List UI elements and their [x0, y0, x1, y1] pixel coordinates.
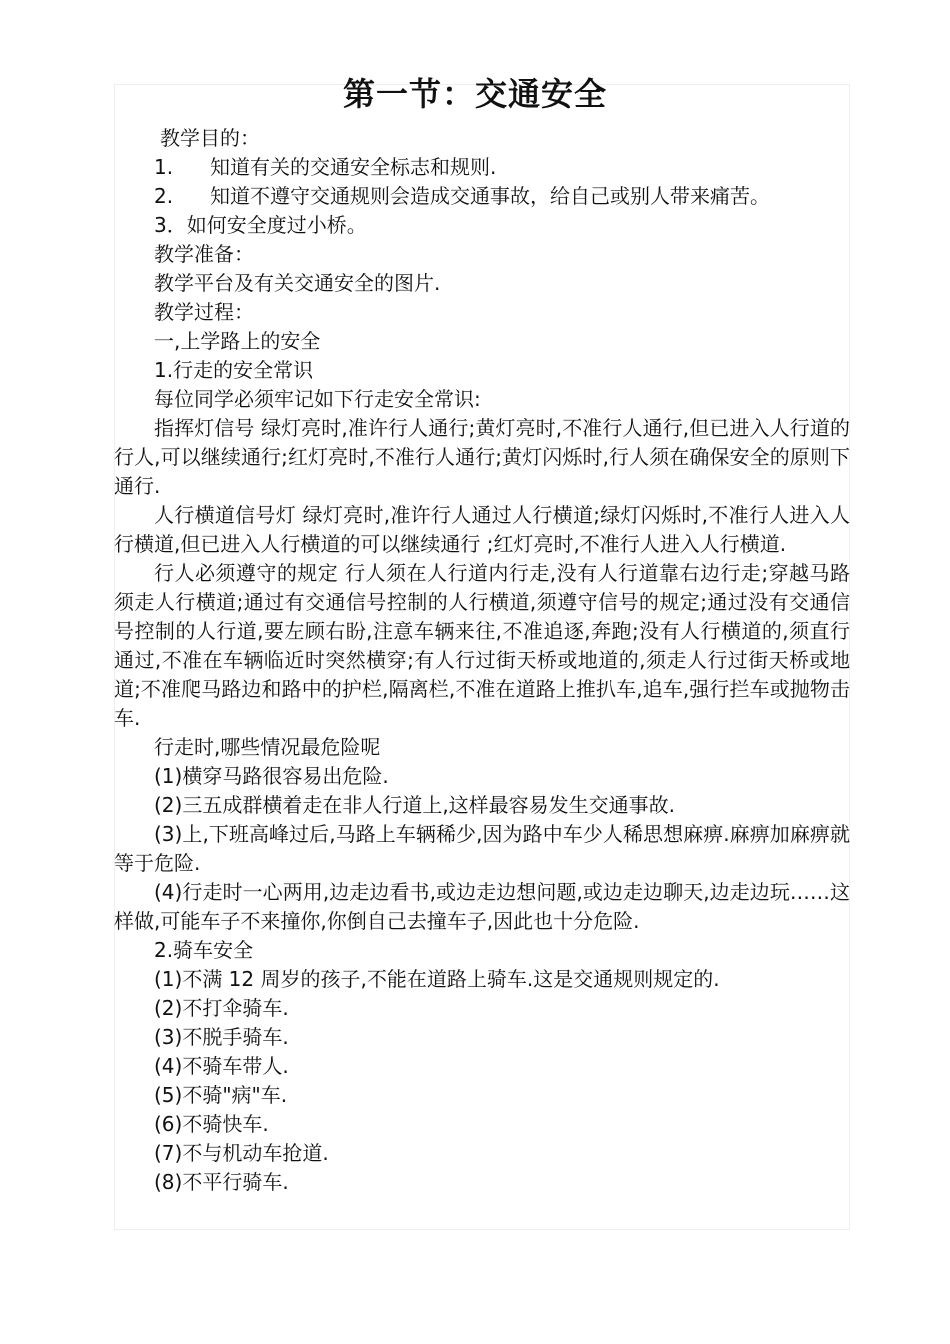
bike-item-3: (3)不脱手骑车.: [154, 1025, 289, 1049]
preparation-text: 教学平台及有关交通安全的图片.: [154, 271, 441, 295]
bike-item-2: (2)不打伞骑车.: [154, 996, 289, 1020]
objective-item-2-number: 2.: [154, 184, 174, 208]
danger-item-2: (2)三五成群横着走在非人行道上,这样最容易发生交通事故.: [154, 793, 676, 817]
bike-item-4: (4)不骑车带人.: [154, 1054, 289, 1078]
document-body: [114, 124, 850, 1197]
objective-item-1-text: 知道有关的交通安全标志和规则.: [210, 155, 497, 179]
danger-item-3: (3)上,下班高峰过后,马路上车辆稀少,因为路中车少人稀思想麻痹.麻痹加麻痹就等于危险.: [114, 822, 850, 875]
danger-item-4: (4)行走时一心两用,边走边看书,或边走边想问题,或边走边聊天,边走边玩……这样做,可能车子不来撞你,你倒自己去撞车子,因此也十分危险.: [114, 880, 850, 933]
bike-item-5: (5)不骑"病"车.: [154, 1083, 288, 1107]
objective-item-1: [114, 153, 850, 182]
objective-item-3: 3．如何安全度过小桥。: [154, 213, 367, 237]
bike-item-1: (1)不满 12 周岁的孩子,不能在道路上骑车.这是交通规则规定的.: [154, 967, 720, 991]
walking-intro: 每位同学必须牢记如下行走安全常识:: [154, 387, 481, 411]
crosswalk-light-paragraph: 人行横道信号灯 绿灯亮时,准许行人通过人行横道;绿灯闪烁时,不准行人进入人行横道,但已进入人行横道的可以继续通行 ;红灯亮时,不准行人进入人行横道.: [114, 503, 850, 556]
bike-item-8: (8)不平行骑车.: [154, 1170, 289, 1194]
signal-light-paragraph: 指挥灯信号 绿灯亮时,准许行人通行;黄灯亮时,不准行人通行,但已进入人行道的行人,可以继续通行;红灯亮时,不准行人通行;黄灯闪烁时,行人须在确保安全的原则下通行.: [114, 416, 850, 498]
subsection-1-heading: 1.行走的安全常识: [154, 358, 314, 382]
objective-item-2: [114, 182, 850, 211]
objective-heading: 教学目的：: [160, 126, 260, 150]
objective-item-2-text: 知道不遵守交通规则会造成交通事故，给自己或别人带来痛苦。: [210, 184, 770, 208]
pedestrian-rules-paragraph: 行人必须遵守的规定 行人须在人行道内行走,没有人行道靠右边行走;穿越马路须走人行横道;通过有交通信号控制的人行横道,须遵守信号的规定;通过没有交通信号控制的人行道,要左顾右盼,注意车辆来往,不准追逐,奔跑;没有人行横道的,须直行通过,不准在车辆临近时突然横穿;有人行过街天桥或地道的,须走人行过街天桥或地道;不准爬马路边和路中的护栏,隔离栏,不准在道路上推扒车,追车,强行拦车或抛物击车.: [114, 561, 850, 730]
section-1-heading: 一,上学路上的安全: [154, 329, 321, 353]
preparation-heading: 教学准备：: [154, 242, 254, 266]
process-heading: 教学过程：: [154, 300, 254, 324]
subsection-2-heading: 2.骑车安全: [154, 938, 254, 962]
page-title: 第一节：交通安全: [342, 75, 607, 113]
objective-item-1-number: 1.: [154, 155, 174, 179]
bike-item-6: (6)不骑快车.: [154, 1112, 269, 1136]
danger-item-1: (1)横穿马路很容易出危险.: [154, 764, 389, 788]
bike-item-7: (7)不与机动车抢道.: [154, 1141, 329, 1165]
danger-heading: 行走时,哪些情况最危险呢: [154, 735, 381, 759]
